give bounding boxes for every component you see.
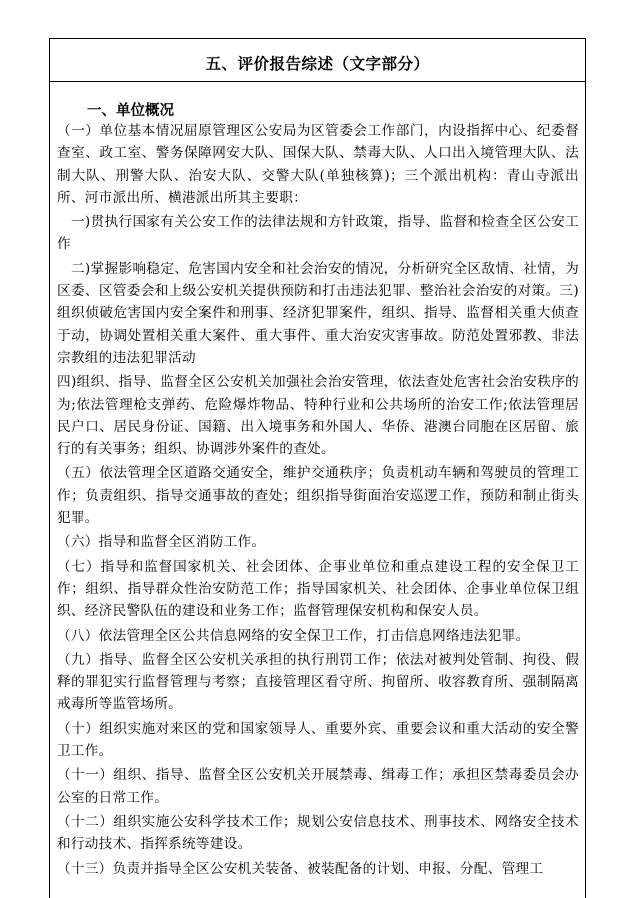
paragraph-5: （五）依法管理全区道路交通安全，维护交通秩序；负责机动车辆和驾驶员的管理工作；负责组织、指导交通事故的查处；组织指导街面治安巡逻工作，预防和制止街头犯罪。 xyxy=(57,465,579,527)
paragraph-2: 一)贯执行国家有关公安工作的法律法规和方针政策，指导、监督和检查全区公安工作 xyxy=(57,214,579,253)
paragraph-11: （十一）组织、指导、监督全区公安机关开展禁毒、缉毒工作；承担区禁毒委员会办公室的日常工作。 xyxy=(57,767,579,806)
report-table-frame xyxy=(49,38,586,898)
paragraph-8: （八）依法管理全区公共信息网络的安全保卫工作，打击信息网络违法犯罪。 xyxy=(57,627,530,644)
paragraph-3: 二)掌握影响稳定、危害国内安全和社会治安的情况，分析研究全区敌情、社情，为区委、区管委会和上级公安机关提供预防和打击违法犯罪、整治社会治安的对策。三)组织侦破危害国内安全案件和刑事、经济犯罪案件，组织、指导、监督相关重大侦查于动，协调处置相关重大案件、重大事件、重大治安灾害事故。防范处置邪教、非法宗教组的违法犯罪活动 xyxy=(57,260,579,366)
title-divider xyxy=(50,81,585,82)
paragraph-7: （七）指导和监督国家机关、社会团体、企事业单位和重点建设工程的安全保卫工作；组织、指导群众性治安防范工作；指导国家机关、社会团体、企事业单位保卫组织、经济民警队伍的建设和业务工作；监督管理保安机构和保安人员。 xyxy=(57,558,579,620)
paragraph-12: （十二）组织实施公安科学技术工作；规划公安信息技术、刑事技术、网络安全技术和行动技术、指挥系统等建设。 xyxy=(57,813,579,853)
section-title: 五、评价报告综述（文字部分） xyxy=(205,55,430,73)
unit-overview-heading: 一、单位概况 xyxy=(87,103,174,119)
paragraph-4: 四)组织、指导、监督全区公安机关加强社会治安管理，依法查处危害社会治安秩序的为;依法管理枪支弹药、危险爆炸物品、特种行业和公共场所的治安工作;依法管理居民户口、居民身份证、国籍、出入境事务和外国人、华侨、港澳台同胞在区居留、旅行的有关事务；组织、协调涉外案件的查处。 xyxy=(57,374,579,458)
paragraph-6: （六）指导和监督全区消防工作。 xyxy=(57,534,266,551)
unit-overview-body xyxy=(57,120,579,880)
paragraph-1: （一）单位基本情况屈原管理区公安局为区管委会工作部门，内设指挥中心、纪委督查室、政工室、警务保障网安大队、国保大队、禁毒大队、人口出入境管理大队、法制大队、刑警大队、治安大队、交警大队(单独核算)；三个派出机构：青山寺派出所、河市派出所、横港派出所其主要职： xyxy=(57,123,579,206)
paragraph-9: （九）指导、监督全区公安机关承担的执行刑罚工作；依法对被判处管制、拘役、假释的罪犯实行监督管理与考察；直接管理区看守所、拘留所、收容教育所、强制隔离戒毒所等监管场所。 xyxy=(57,651,579,713)
paragraph-10: （十）组织实施对来区的党和国家领导人、重要外宾、重要会议和重大活动的安全警卫工作。 xyxy=(57,720,579,760)
paragraph-13: （十三）负责并指导全区公安机关装备、被装配备的计划、申报、分配、管理工 xyxy=(57,860,544,877)
